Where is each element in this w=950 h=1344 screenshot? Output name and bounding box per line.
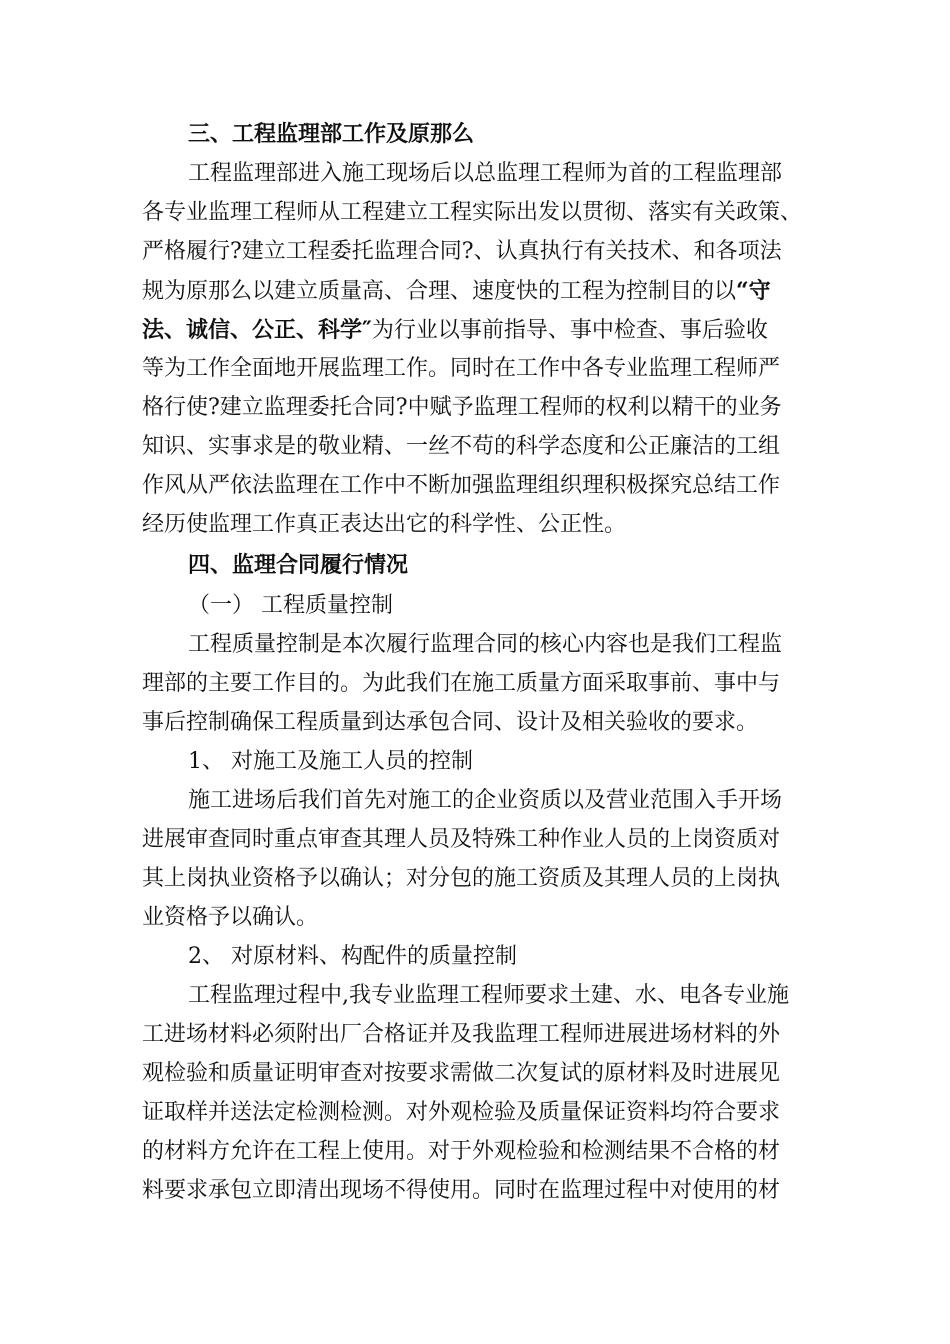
paragraph-text: 规为原那么以建立质量高、合理、速度快的工程为控制目的以	[142, 279, 737, 304]
paragraph-line: 工程监理过程中,我专业监理工程师要求土建、水、电各专业施	[188, 983, 789, 1008]
paragraph-line: 的材料方允许在工程上使用。对于外观检验和检测结果不合格的材	[142, 1139, 781, 1164]
paragraph-line: 料要求承包立即清出现场不得使用。同时在监理过程中对使用的材	[142, 1178, 781, 1203]
paragraph-line: 等为工作全面地开展监理工作。同时在工作中各专业监理工程师严	[142, 356, 781, 381]
paragraph-line: 证取样并送法定检测检测。对外观检验及质量保证资料均符合要求	[142, 1100, 781, 1125]
section-heading-3: 三、工程监理部工作及原那么	[188, 121, 475, 147]
motto-text: 法、诚信、公正、科学″	[142, 317, 372, 343]
paragraph-line: 工程质量控制是本次履行监理合同的核心内容也是我们工程监	[188, 632, 783, 657]
paragraph-line: 工程监理部进入施工现场后以总监理工程师为首的工程监理部	[188, 161, 783, 186]
paragraph-line: 作风从严依法监理在工作中不断加强监理组织理积极探究总结工作	[142, 473, 781, 498]
list-item-heading: 2、 对原材料、构配件的质量控制	[188, 944, 517, 969]
motto-text: “守	[736, 278, 771, 304]
paragraph-line: 严格履行?建立工程委托监理合同?、认真执行有关技术、和各项法	[142, 239, 782, 264]
paragraph-line: 业资格予以确认。	[142, 905, 319, 930]
section-heading-4: 四、监理合同履行情况	[188, 552, 409, 578]
paragraph-line: 事后控制确保工程质量到达承包合同、设计及相关验收的要求。	[142, 710, 759, 735]
paragraph-line: 格行使?建立监理委托合同?中赋予监理工程师的权利以精干的业务	[142, 395, 782, 420]
paragraph-line: 其上岗执业资格予以确认；对分包的施工资质及其理人员的上岗执	[142, 866, 781, 891]
list-item-heading: 1、 对施工及施工人员的控制	[188, 749, 473, 774]
paragraph-line: 工进场材料必须附出厂合格证并及我监理工程师进展进场材料的外	[142, 1022, 781, 1047]
paragraph-line	[142, 311, 822, 349]
paragraph-line: 施工进场后我们首先对施工的企业资质以及营业范围入手开场	[188, 788, 783, 813]
paragraph-line: 知识、实事求是的敬业精、一丝不苟的科学态度和公正廉洁的工组	[142, 434, 781, 459]
paragraph-line	[142, 272, 822, 310]
paragraph-line: 理部的主要工作目的。为此我们在施工质量方面采取事前、事中与	[142, 671, 781, 696]
paragraph-line: 经历使监理工作真正表达出它的科学性、公正性。	[142, 512, 627, 537]
paragraph-text: 为行业以事前指导、事中检查、事后验收	[371, 318, 768, 343]
paragraph-line: 观检验和质量证明审查对按要求需做二次复试的原材料及时进展见	[142, 1061, 781, 1086]
paragraph-line: 进展审查同时重点审查其理人员及特殊工种作业人员的上岗资质对	[142, 827, 781, 852]
subheading: （一） 工程质量控制	[188, 593, 393, 618]
paragraph-line: 各专业监理工程师从工程建立工程实际出发以贯彻、落实有关政策、	[142, 200, 803, 225]
